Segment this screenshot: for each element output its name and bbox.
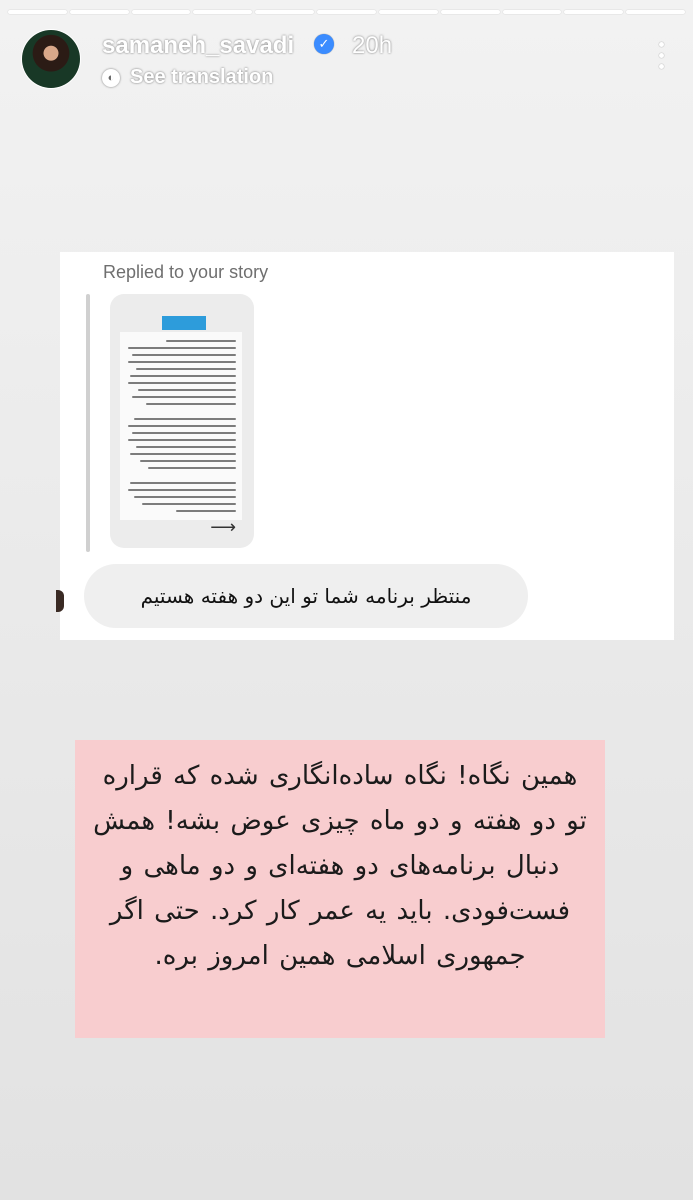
progress-segment bbox=[441, 10, 500, 14]
progress-segment bbox=[379, 10, 438, 14]
story-header bbox=[22, 30, 671, 90]
progress-segment bbox=[193, 10, 252, 14]
thumb-text-line bbox=[128, 347, 236, 349]
progress-segment bbox=[70, 10, 129, 14]
thumb-text-line bbox=[130, 375, 236, 377]
thumb-text-line bbox=[140, 460, 236, 462]
avatar[interactable] bbox=[22, 30, 80, 88]
reply-quote-line bbox=[86, 294, 90, 552]
story-thumbnail bbox=[110, 294, 254, 548]
thumb-text-line bbox=[130, 482, 236, 484]
thumb-text-line bbox=[136, 368, 236, 370]
translate-icon: ◐ bbox=[102, 69, 120, 87]
caption-text: همین نگاه! نگاه ساده‌انگاری شده که قراره تو دو هفته و دو ماه چیزی عوض بشه! همش دنبال برنامه‌های دو هفته‌ای و دو ماهی و فست‌فودی. باید یه عمر کار کرد. حتی اگر جمهوری اسلامی همین امروز بره. bbox=[93, 761, 587, 971]
thumb-text-line bbox=[146, 403, 236, 405]
verified-badge-icon: ✓ bbox=[314, 34, 334, 54]
sender-avatar bbox=[56, 590, 64, 612]
thumb-text-line bbox=[148, 467, 236, 469]
thumb-text-line bbox=[128, 361, 236, 363]
thumbnail-tag bbox=[162, 316, 206, 330]
thumb-text-line bbox=[128, 425, 236, 427]
progress-segment bbox=[255, 10, 314, 14]
thumb-text-line bbox=[128, 439, 236, 441]
caption-box bbox=[75, 740, 605, 1038]
thumb-text-line bbox=[130, 453, 236, 455]
thumb-text-line bbox=[138, 389, 236, 391]
dm-screenshot bbox=[60, 252, 674, 640]
replied-label: Replied to your story bbox=[103, 262, 269, 282]
username[interactable]: samaneh_savadi bbox=[102, 32, 295, 59]
progress-segment bbox=[503, 10, 562, 14]
thumb-text-line bbox=[132, 396, 236, 398]
progress-segment bbox=[8, 10, 67, 14]
arrow-right-icon: ⟶ bbox=[210, 517, 236, 537]
thumb-text-line bbox=[128, 489, 236, 491]
message-bubble: منتظر برنامه شما تو این دو هفته هستیم bbox=[84, 564, 528, 628]
more-dot bbox=[659, 64, 664, 69]
thumb-text-line bbox=[132, 432, 236, 434]
thumb-text-line bbox=[166, 340, 236, 342]
more-dot bbox=[659, 53, 664, 58]
thumb-text-line bbox=[134, 418, 236, 420]
post-time: 20h bbox=[352, 32, 393, 59]
see-translation-label: See translation bbox=[130, 66, 274, 88]
thumbnail-text-page bbox=[120, 332, 242, 520]
thumb-text-line bbox=[136, 446, 236, 448]
more-dot bbox=[659, 42, 664, 47]
progress-segment bbox=[626, 10, 685, 14]
thumb-text-line bbox=[142, 503, 236, 505]
progress-segment bbox=[564, 10, 623, 14]
see-translation-button[interactable] bbox=[102, 66, 273, 89]
progress-segment bbox=[132, 10, 191, 14]
thumb-text-line bbox=[132, 354, 236, 356]
progress-segment bbox=[317, 10, 376, 14]
story-progress-bar bbox=[8, 10, 685, 14]
thumb-text-line bbox=[176, 510, 236, 512]
more-options-icon[interactable] bbox=[657, 42, 665, 72]
thumb-text-line bbox=[134, 496, 236, 498]
thumb-text-line bbox=[128, 382, 236, 384]
